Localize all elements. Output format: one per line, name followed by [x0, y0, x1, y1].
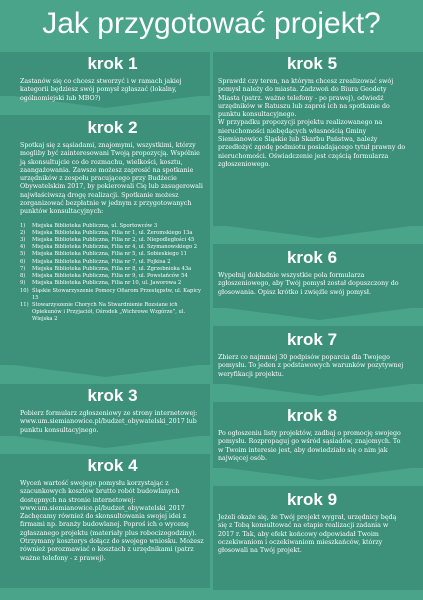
list-item	[20, 273, 205, 280]
step-3	[20, 386, 205, 435]
step-heading: krok 5	[286, 54, 338, 73]
list-text: Miejska Biblioteka Publiczna, Filia nr 5, ul. Sobieskiego 11	[32, 251, 187, 258]
step-1	[20, 54, 205, 103]
arrow-step-3	[14, 436, 198, 448]
list-number: 9)	[20, 280, 26, 287]
list-text: Stowarzyszenie Chorych Na Stwardnienie Rozsiane ich Opiekunów i Przyjaciół, Ośrodek „Wichrowe Wzgórze”, ul. Wiejska 2	[32, 301, 186, 323]
list-item	[20, 288, 205, 302]
list-item	[20, 244, 205, 251]
arrow-step-7	[227, 384, 411, 396]
list-number: 3)	[20, 237, 26, 244]
step-heading: krok 6	[286, 248, 338, 267]
step-heading: krok 9	[286, 490, 338, 509]
list-item	[20, 266, 205, 273]
list-number: 7)	[20, 265, 26, 272]
step-text: Wyceń wartość swojego pomysłu korzystając z szacunkowych kosztów brutto robót budowlanych dostępnych na stronie internetowej: www.um.siemianowice.pl/budzet_obywatelski_2017 Zachęcamy również do skonsultowania swojej idei z firmami np. branży budowlanej. Poproś ich o wycenę zgłaszanego projektu (materiały plus robocizogodziny). Otrzymany kosztorys dołącz do swojego wniosku. Możesz również porozmawiać o kosztach z urzędnikami (patrz ważne telefony - z prawej).	[20, 480, 204, 562]
step-text: Jeżeli okaże się, że Twój projekt wygrał, urzędnicy będą się z Tobą konsultować na etapie realizacji zadania w 2017 r. Tak, aby efekt końcowy odpowiadał Twoim oczekiwaniom i oczekiwaniom mieszkańców, którzy głosowali na Twój projekt.	[218, 514, 397, 555]
list-number: 11)	[20, 301, 29, 308]
list-number: 5)	[20, 251, 26, 258]
list-item	[20, 251, 205, 258]
list-item	[20, 302, 205, 324]
list-text: Miejska Biblioteka Publiczna, Filia nr 4, ul. Szymanowskiego 2	[32, 244, 198, 251]
list-text: Miejska Biblioteka Publiczna, Filia nr 9, ul. Powstańców 54	[32, 273, 188, 280]
step-4	[20, 456, 205, 563]
list-item	[20, 280, 205, 287]
step-heading: krok 3	[87, 386, 138, 405]
step-9	[218, 490, 406, 555]
step-text: Pobierz formularz zgłoszeniowy ze strony internetowej: www.um.siemianowice.pl/budzet_obywatelski_2017 lub punktu konsultacyjnego.	[20, 410, 198, 434]
list-number: 10)	[20, 287, 29, 294]
list-text: Śląskie Stowarzyszenie Pomocy Ofiarom Przestępstw, ul. Kapicy 15	[32, 287, 201, 301]
step-text: Wypełnij dokładnie wszystkie pola formularza zgłoszeniowego, aby Twój pomysł został dopuszczony do głosowania. Opisz krótko i zwięźle swój pomysł.	[218, 272, 399, 296]
arrow-step-6	[227, 308, 411, 320]
arrow-step-5	[227, 226, 411, 238]
step-text	[218, 78, 406, 169]
list-item	[20, 237, 205, 244]
step-heading: krok 2	[87, 118, 138, 137]
list-text: Miejska Biblioteka Publiczna, Filia nr 7, ul. Fojkisa 2	[32, 258, 171, 265]
list-item	[20, 230, 205, 237]
list-number: 4)	[20, 244, 26, 251]
step-text: Zastanów się co chcesz stworzyć i w ramach jakiej kategorii będziesz swój pomysł zgłaszać (lokalny, ogólnomiejski lub MBO?)	[20, 78, 182, 102]
consultation-points-list	[20, 223, 205, 324]
step-8	[218, 406, 406, 463]
list-text: Miejska Biblioteka Publiczna, ul. Sportowców 3	[32, 222, 158, 229]
list-text: Miejska Biblioteka Publiczna, Filia nr 2, ul. Niepodległości 45	[32, 237, 195, 244]
list-number: 6)	[20, 258, 26, 265]
list-number: 8)	[20, 273, 26, 280]
step-6	[218, 248, 406, 297]
step-paragraph: W przypadku propozycji projektu realizowanego na nieruchomości niebędących własnością Gminy Siemianowice Śląskie lub Skarbu Państwa, należy przedłożyć zgodę podmiotu posiadającego tytuł prawny do nieruchomości. Oświadczenie jest częścią formularza zgłoszeniowego.	[218, 119, 406, 168]
step-2	[20, 118, 205, 324]
step-text: Spotkaj się z sąsiadami, znajomymi, wszystkimi, którzy mogliby być zainteresowani Twoją propozycją. Wspólnie ją skonsultujcie co do rozmachu, wielkości, kosztu, zaangażowania. Zawsze możesz zaprosić na spotkanie urzędników z zespołu pracującego przy Budżecie Obywatelskim 2017, by pokierowali Cię lub zasugerowali najwłaściwszą drogę realizacji. Spotkanie możesz zorganizować bezpłatnie w jednym z przygotowanych punktów konsultacyjnych:	[20, 142, 203, 216]
step-heading: krok 7	[286, 330, 338, 349]
step-heading: krok 8	[286, 406, 338, 425]
list-item	[20, 259, 205, 266]
step-7	[218, 330, 406, 379]
list-text: Miejska Biblioteka Publiczna, Filia nr 1, ul. Żeromskiego 13a	[32, 229, 193, 236]
step-5	[218, 54, 406, 169]
step-heading: krok 4	[87, 456, 138, 475]
page-title: Jak przygotować projekt?	[42, 7, 381, 40]
list-text: Miejska Biblioteka Publiczna, Filia nr 10, ul. Jaworowa 2	[32, 280, 182, 287]
step-heading: krok 1	[87, 54, 138, 73]
arrow-step-8	[227, 468, 411, 480]
list-item	[20, 223, 205, 230]
list-text: Miejska Biblioteka Publiczna, Filia nr 8, ul. Zgrzebnioka 43a	[32, 265, 192, 272]
list-number: 1)	[20, 222, 26, 229]
arrow-step-2	[14, 365, 198, 377]
step-text: Po ogłoszeniu listy projektów, zadbaj o promocję swojego pomysłu. Rozpropaguj go wśród sąsiadów, znajomych. To w Twoim interesie jest, aby dowiedziało się o nim jak najwięcej osób.	[218, 430, 401, 462]
list-number: 2)	[20, 229, 26, 236]
step-paragraph: Sprawdź czy teren, na którym chcesz zrealizować swój pomysł należy do miasta. Zadzwoń do Biura Geodety Miasta (patrz. ważne telefony - po prawej), odwiedź urzędników w Ratuszu lub zaproś ich na spotkanie do punktu konsultacyjnego.	[218, 78, 394, 119]
step-text: Zbierz co najmniej 30 podpisów poparcia dla Twojego pomysłu. To jeden z podstawowych warunków pozytywnej weryfikacji projektu.	[218, 354, 404, 378]
